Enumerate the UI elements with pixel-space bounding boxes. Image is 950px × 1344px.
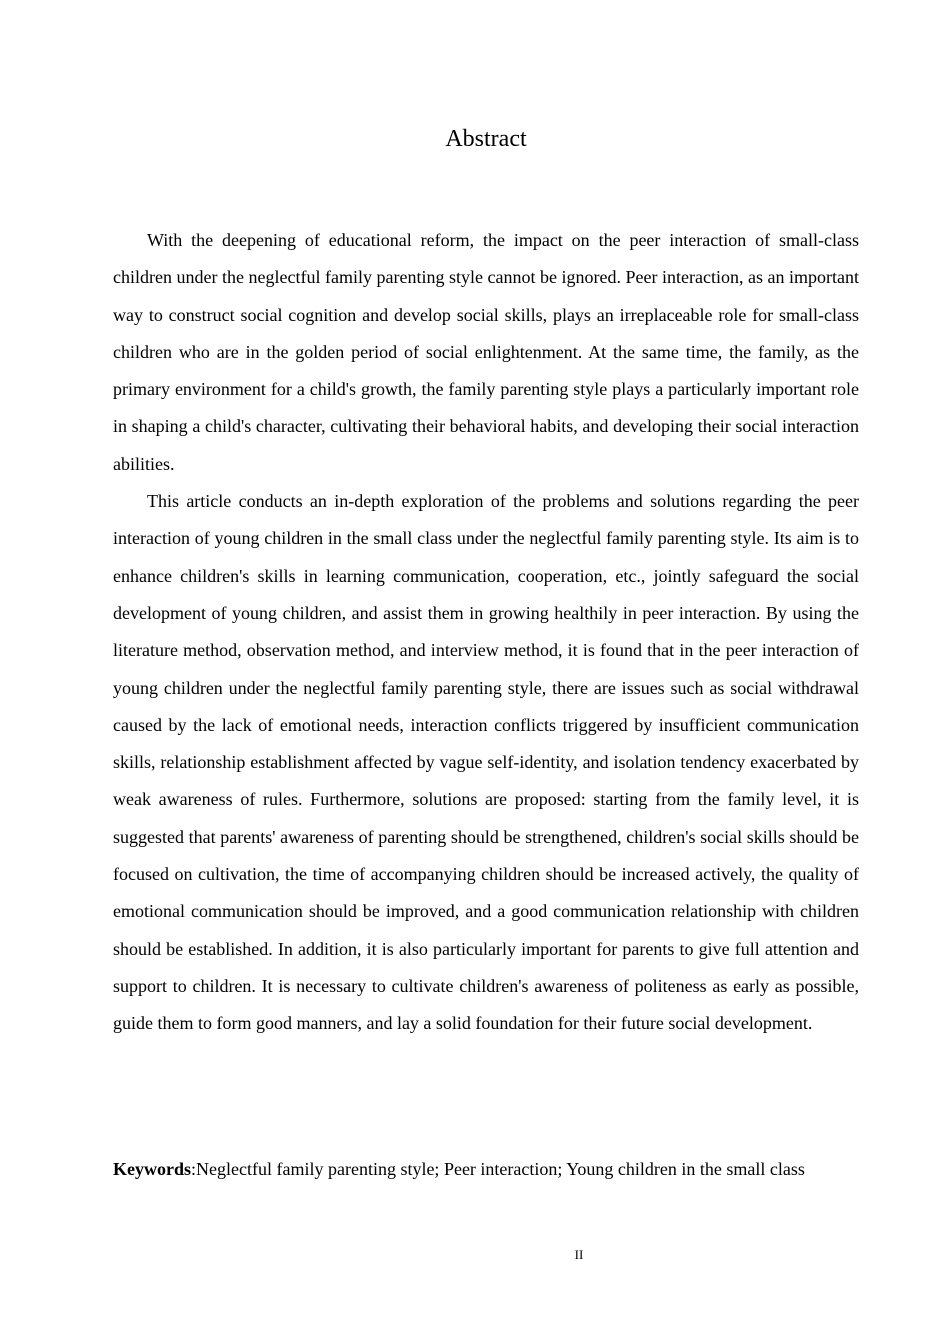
abstract-paragraph-1: With the deepening of educational reform, the impact on the peer interaction of small-class children under the neglectful family parenting style cannot be ignored. Peer interaction, as an important way to construct social cognition and develop social skills, plays an irreplaceable role for small-class children who are in the golden period of social enlightenment. At the same time, the family, as the primary environment for a child's growth, the family parenting style plays a particularly important role in shaping a child's character, cultivating their behavioral habits, and developing their social interaction abilities. <box>113 230 859 474</box>
keywords-line <box>113 1151 873 1188</box>
keywords-text: Neglectful family parenting style; Peer interaction; Young children in the small class <box>196 1159 805 1179</box>
page-number: II <box>574 1247 584 1262</box>
abstract-body <box>113 222 859 1043</box>
abstract-title: Abstract <box>445 126 527 152</box>
keywords-separator: : <box>191 1159 197 1179</box>
keywords-label: Keywords <box>113 1159 191 1179</box>
abstract-paragraph-2: This article conducts an in-depth exploration of the problems and solutions regarding the peer interaction of young children in the small class under the neglectful family parenting style. Its aim is to enhance children's skills in learning communication, cooperation, etc., jointly safeguard the social development of young children, and assist them in growing healthily in peer interaction. By using the literature method, observation method, and interview method, it is found that in the peer interaction of young children under the neglectful family parenting style, there are issues such as social withdrawal caused by the lack of emotional needs, interaction conflicts triggered by insufficient communication skills, relationship establishment affected by vague self-identity, and isolation tendency exacerbated by weak awareness of rules. Furthermore, solutions are proposed: starting from the family level, it is suggested that parents' awareness of parenting should be strengthened, children's social skills should be focused on cultivation, the time of accompanying children should be increased actively, the quality of emotional communication should be improved, and a good communication relationship with children should be established. In addition, it is also particularly important for parents to give full attention and support to children. It is necessary to cultivate children's awareness of politeness as early as possible, guide them to form good manners, and lay a solid foundation for their future social development. <box>113 491 859 1034</box>
